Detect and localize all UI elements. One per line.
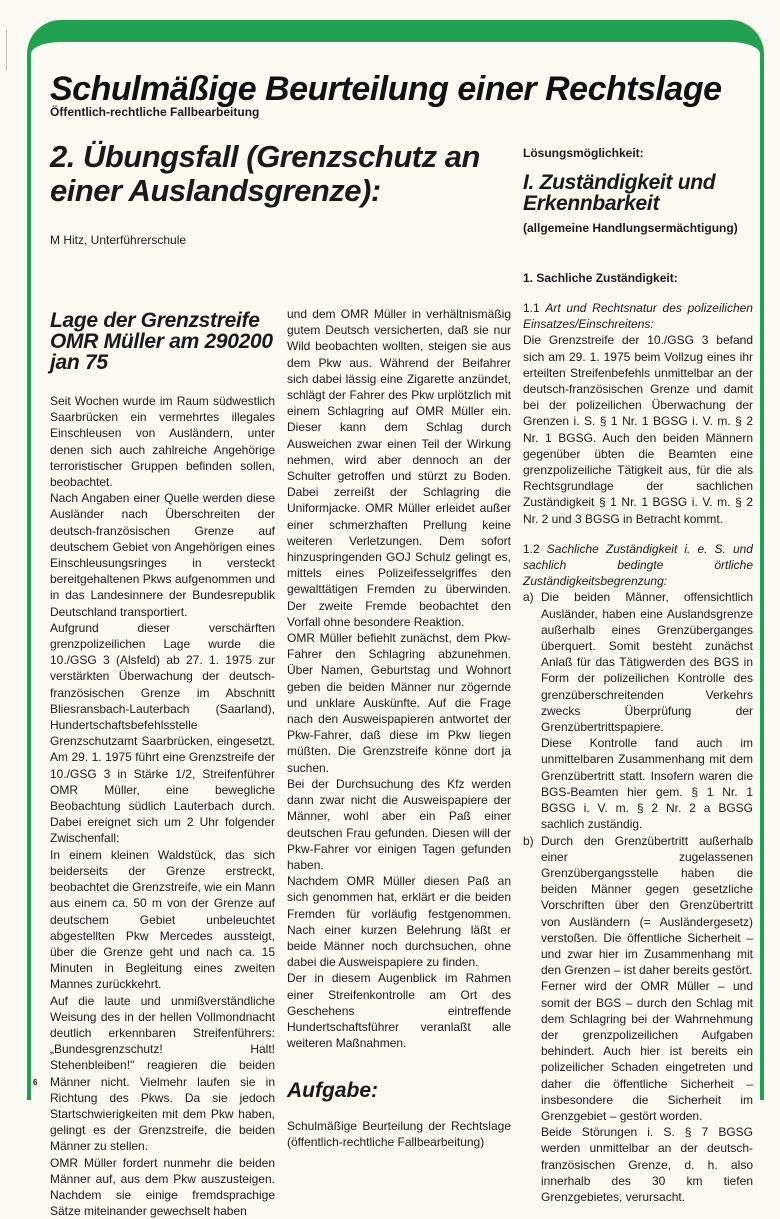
paragraph: Die Grenzstreife der 10./GSG 3 befand sich am 29. 1. 1975 beim Vollzug eines ihr erteilten Streifenbefehls unmittelbar an der deutsch-französischen Grenze und damit bei der polizeilichen Überwachung der Grenzen i. S. § 1 Nr. 1 BGSG i. V. m. § 2 Nr. 1 BGSG. Auch den beiden Männern gegenüber übten die Beamten eine grenzpolizeiliche Tätigkeit aus, für die als Rechtsgrundlage der sachlichen Zuständigkeit § 1 Nr. 1 BGSG i. V. m. § 2 Nr. 2 und 3 BGSG in Betracht kommt. xyxy=(523,333,753,526)
numbered-heading: 1. Sachliche Zuständigkeit: xyxy=(523,271,678,285)
section-title: Art und Rechtsnatur des polizeilichen Einsatzes/Einschreitens: xyxy=(523,301,753,332)
section-1-1-title xyxy=(523,300,753,332)
paragraph: Nach Angaben einer Quelle werden diese Ausländer nach Überschreiten der deutsch-französischen Grenze auf deutschem Gebiet von Angehörigen eines Einschleusungsringes in versteckt bereitgehaltenen Pkws aufgenommen und in das Landesinnere der Bundesrepublik Deutschland transportiert. xyxy=(50,491,275,619)
author-line: M Hitz, Unterführerschule xyxy=(50,233,187,247)
paragraph: OMR Müller fordert nunmehr die beiden Männer auf, aus dem Pkw auszusteigen. Nachdem sie einige fremdsprachige Sätze miteinander gewechselt haben xyxy=(50,1155,275,1219)
paragraph: Der in diesem Augenblick im Rahmen einer Streifenkontrolle am Ort des Geschehens eintreffende Hundertschaftsführer veranlaßt alle weiteren Maßnahmen. xyxy=(287,971,511,1051)
solution-subheading: (allgemeine Handlungsermächtigung) xyxy=(523,221,738,235)
subtitle: Öffentlich-rechtliche Fallbearbeitung xyxy=(50,105,260,119)
margin-mark xyxy=(6,30,7,70)
list-item-a xyxy=(523,589,753,832)
paragraph: Auf die laute und unmißverständliche Weisung des in der hellen Vollmondnacht deutlich erkennbaren Streifenführers: „Bundesgrenzschutz! Halt! Stehenbleiben!" reagieren die beiden Männer nicht. Vielmehr laufen sie in Richtung des Pkws. Da sie jedoch Startschwierigkeiten mit dem Pkw haben, gelingt es der Grenzstreife, die beiden Männer zu stellen. xyxy=(50,993,275,1154)
page-number: 6 xyxy=(33,1078,38,1087)
paragraph: Diese Kontrolle fand auch im unmittelbaren Zusammenhang mit dem Grenzübertritt statt. Insofern waren die BGS-Beamten hier gem. § 1 Nr. 1 BGSG i. V. m. § 2 Nr. 2 a BGSG sachlich zuständig. xyxy=(541,736,753,832)
paragraph: Aufgrund dieser verschärften grenzpolizeilichen Lage wurde die 10./GSG 3 (Alsfeld) ab 27. 1. 1975 zur verstärkten Überwachung der deutsch-französischen Grenze im Abschnitt Bliesransbach-Lauterbach (Saarland), Hundertschaftsbefehlsstelle Grenzschutzamt Saarbrücken, eingesetzt. Am 29. 1. 1975 führt eine Grenzstreife der 10./GSG 3 in Stärke 1/2, Streifenführer OMR Müller, eine bewegliche Beobachtung südlich Lauterbach durch. Dabei ereignet sich um 2 Uhr folgender Zwischenfall: xyxy=(50,620,275,846)
paragraph: Beide Störungen i. S. § 7 BGSG werden unmittelbar an der deutsch-französischen Grenze, d. h. also innerhalb des 30 km tiefen Grenzgebietes, verursacht. xyxy=(541,1125,753,1204)
section-number: 1.1 xyxy=(523,301,540,315)
section-1-2-title xyxy=(523,541,753,590)
case-title: 2. Übungsfall (Grenzschutz an einer Auslandsgrenze): xyxy=(50,139,480,208)
paragraph: Seit Wochen wurde im Raum südwestlich Saarbrücken ein vermehrtes illegales Einschleusen von Ausländern, unter denen sich auch zahlreiche Angehörige terroristischer Gruppen befinden sollen, beobachtet. xyxy=(50,394,275,490)
section-title: Sachliche Zuständigkeit i. e. S. und sachlich bedingte örtliche Zuständigkeitsbegrenzung: xyxy=(523,541,753,589)
list-label: b) xyxy=(523,833,534,848)
solution-label: Lösungsmöglichkeit: xyxy=(523,146,644,160)
right-column xyxy=(523,300,753,1205)
task-text: Schulmäßige Beurteilung der Rechtslage (öffentlich-rechtliche Fallbearbeitung) xyxy=(287,1118,511,1149)
task-heading: Aufgabe: xyxy=(287,1079,378,1103)
paragraph: Durch den Grenzübertritt außerhalb einer zugelassenen Grenzübergangsstelle haben die beiden Männer gegen gesetzliche Vorschriften über den Grenzübertritt von Ausländern (= Ausländergesetz) verstoßen. Die öffentliche Sicherheit – und zwar hier im Zusammenhang mit den Grenzen – ist daher bereits gestört. xyxy=(541,833,753,978)
section-number: 1.2 xyxy=(523,541,540,556)
paragraph: Die beiden Männer, offensichtlich Ausländer, haben eine Auslandsgrenze außerhalb eines Grenzüberganges überquert. Somit besteht zunächst Anlaß für das Tätigwerden des BGS in Form der polizeilichen Kontrolle des grenzüberschreitenden Verkehrs zwecks Überprüfung der Grenzübertrittspapiere. xyxy=(541,590,753,735)
main-title: Schulmäßige Beurteilung einer Rechtslage xyxy=(50,70,722,108)
solution-heading: I. Zuständigkeit und Erkennbarkeit xyxy=(523,171,716,215)
list-label: a) xyxy=(523,590,534,605)
left-column xyxy=(50,310,275,1219)
paragraph: Ferner wird der OMR Müller – und somit der BGS – durch den Schlag mit dem Schlagring bei der Wahrnehmung der grenzpolizeilichen Aufgaben behindert. Auch hier ist bereits ein polizeilicher Schaden eingetreten und daher die öffentliche Sicherheit – insbesondere die Sicherheit im Grenzgebiet – gestört worden. xyxy=(541,979,753,1123)
paragraph: Bei der Durchsuchung des Kfz werden dann zwar nicht die Ausweispapiere der Männer, wohl aber ein Paß einer deutschen Frau gefunden. Diesen will der Pkw-Fahrer vor einigen Tagen gefunden haben. xyxy=(287,776,511,872)
situation-heading: Lage der Grenzstreife OMR Müller am 290200 jan 75 xyxy=(50,309,273,374)
paragraph: Nachdem OMR Müller diesen Paß an sich genommen hat, erklärt er die beiden Fremden für vorläufig festgenommen. Nach einer kurzen Belehrung läßt er beide Männer noch durchsuchen, ohne dabei die Ausweispapiere zu finden. xyxy=(287,874,511,970)
middle-column xyxy=(287,306,511,1150)
list-item-b xyxy=(523,833,753,1206)
paragraph: OMR Müller befiehlt zunächst, dem Pkw-Fahrer den Schlagring abzunehmen. Über Namen, Geburtstag und Wohnort geben die beiden Männer nur zögernde und unklare Auskünfte. Auf die Frage nach den Ausweispapieren antwortet der Pkw-Fahrer, daß diese im Pkw liegen müßten. Die Grenzstreife könne dort ja suchen. xyxy=(287,631,511,775)
paragraph: In einem kleinen Waldstück, das sich beiderseits der Grenze erstreckt, beobachtet die Grenzstreife, wie ein Mann aus einem ca. 50 m von der Grenze auf deutschem Gebiet unbeleuchtet abgestellten Pkw Mercedes aussteigt, über die Grenze geht und nach ca. 15 Minuten in Begleitung eines zweiten Mannes zurückkehrt. xyxy=(50,847,275,992)
paragraph: und dem OMR Müller in verhältnismäßig gutem Deutsch versicherten, daß sie nur Wild beobachten wollten, steigen sie aus dem Pkw aus. Während der Beifahrer sich dabei lässig eine Zigarette anzündet, schlägt der Fahrer des Pkw urplötzlich mit einem Schlagring auf OMR Müller ein. Dieser kann dem Schlag durch Ausweichen zwar einen Teil der Wirkung nehmen, wird aber dennoch an der Schulter getroffen und stürzt zu Boden. Dabei zerreißt der Schlagring die Uniformjacke. OMR Müller erleidet außer einer schmerzhaften Prellung keine weiteren Verletzungen. Dem sofort hinzuspringenden GOJ Schulz gelingt es, mittels eines Polizeifesselgriffes den gewalttätigen Fremden zu überwinden. Der zweite Fremde beobachtet den Vorfall ohne besondere Reaktion. xyxy=(287,307,511,629)
